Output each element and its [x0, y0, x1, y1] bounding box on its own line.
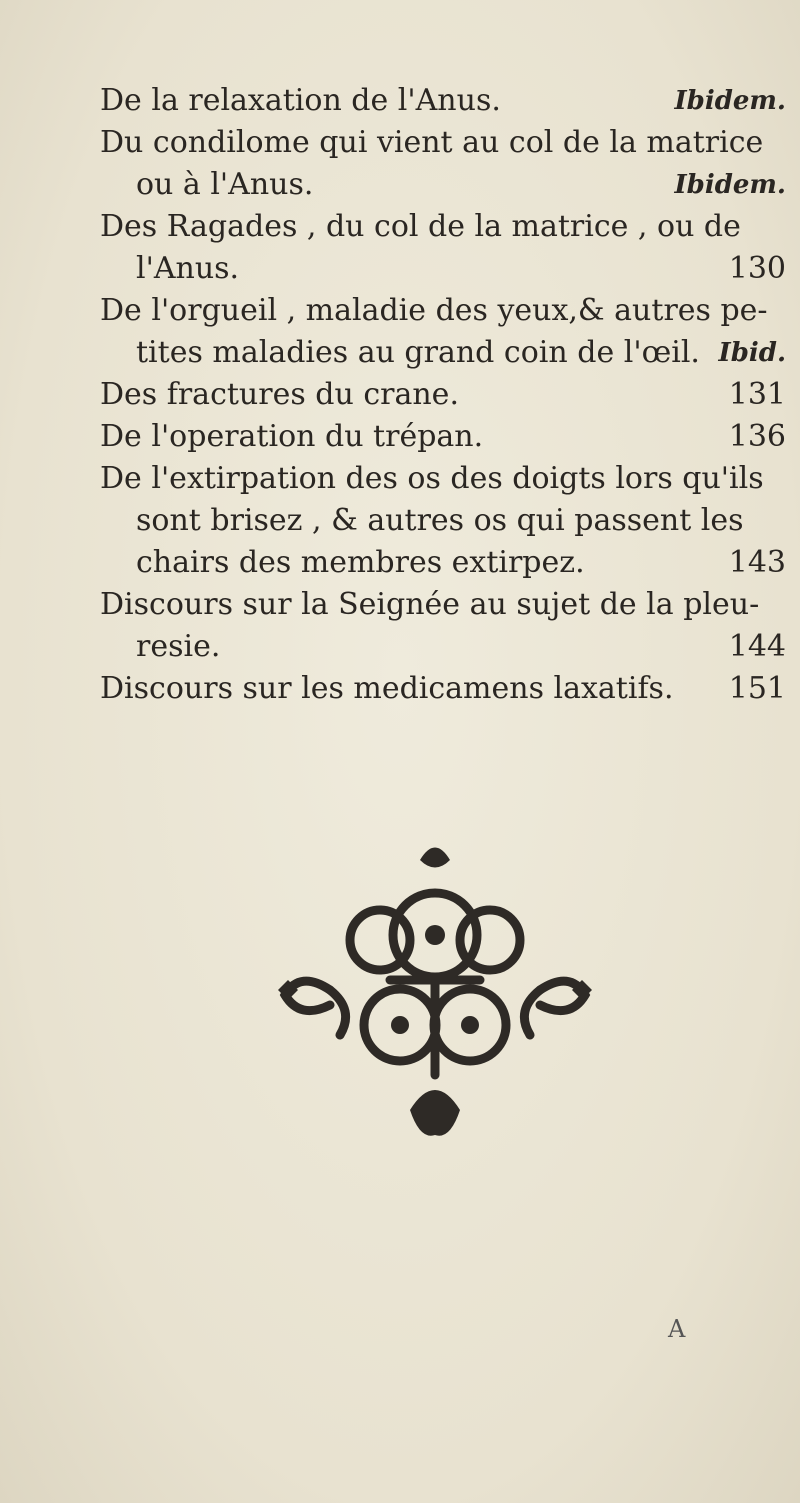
toc-line: [100, 416, 790, 458]
toc-entry: [100, 374, 790, 416]
table-of-contents: [100, 80, 790, 710]
toc-line: [100, 80, 790, 122]
fleuron-ornament-icon: [270, 840, 600, 1160]
toc-page-ref: 143: [728, 545, 786, 580]
toc-entry-text: ou à l'Anus.: [136, 167, 314, 202]
toc-entry-text: resie.: [136, 629, 221, 664]
toc-line: [100, 626, 790, 668]
toc-page-ref: Ibidem.: [674, 86, 786, 116]
toc-page-ref: 136: [728, 419, 786, 454]
toc-entry-text: Des fractures du crane.: [100, 377, 459, 412]
toc-entry: [100, 668, 790, 710]
toc-line: [100, 332, 790, 374]
toc-page-ref: Ibidem.: [674, 170, 786, 200]
toc-entry: [100, 206, 790, 290]
toc-entry-text: Du condilome qui vient au col de la matrice: [100, 125, 764, 160]
toc-line: [100, 206, 790, 248]
toc-entry-text: Des Ragades , du col de la matrice , ou de: [100, 209, 741, 244]
toc-line: [100, 164, 790, 206]
toc-entry-text: De la relaxation de l'Anus.: [100, 83, 501, 118]
toc-entry-text: tites maladies au grand coin de l'œil.: [136, 335, 700, 370]
toc-entry: [100, 122, 790, 206]
toc-page-ref: Ibid.: [718, 338, 786, 368]
toc-line: [100, 290, 790, 332]
toc-line: [100, 668, 790, 710]
toc-entry-text: De l'orgueil , maladie des yeux,& autres pe-: [100, 293, 768, 328]
toc-entry-text: Discours sur les medicamens laxatifs.: [100, 671, 674, 706]
toc-entry-text: sont brisez , & autres os qui passent les: [136, 503, 744, 538]
toc-line: [100, 458, 790, 500]
toc-entry-text: chairs des membres extirpez.: [136, 545, 585, 580]
toc-page-ref: 144: [728, 629, 786, 664]
toc-line: [100, 500, 790, 542]
toc-line: [100, 374, 790, 416]
catchword: A: [668, 1315, 686, 1343]
toc-line: [100, 542, 790, 584]
toc-line: [100, 248, 790, 290]
toc-entry: [100, 584, 790, 668]
toc-line: [100, 122, 790, 164]
toc-entry-text: De l'extirpation des os des doigts lors qu'ils: [100, 461, 764, 496]
toc-entry: [100, 458, 790, 584]
toc-page-ref: 151: [728, 671, 786, 706]
toc-entry-text: De l'operation du trépan.: [100, 419, 484, 454]
toc-page-ref: 130: [728, 251, 786, 286]
toc-entry: [100, 416, 790, 458]
toc-entry-text: Discours sur la Seignée au sujet de la pleu-: [100, 587, 760, 622]
toc-page-ref: 131: [728, 377, 786, 412]
toc-line: [100, 584, 790, 626]
toc-entry: [100, 290, 790, 374]
toc-entry: [100, 80, 790, 122]
toc-entry-text: l'Anus.: [136, 251, 240, 286]
